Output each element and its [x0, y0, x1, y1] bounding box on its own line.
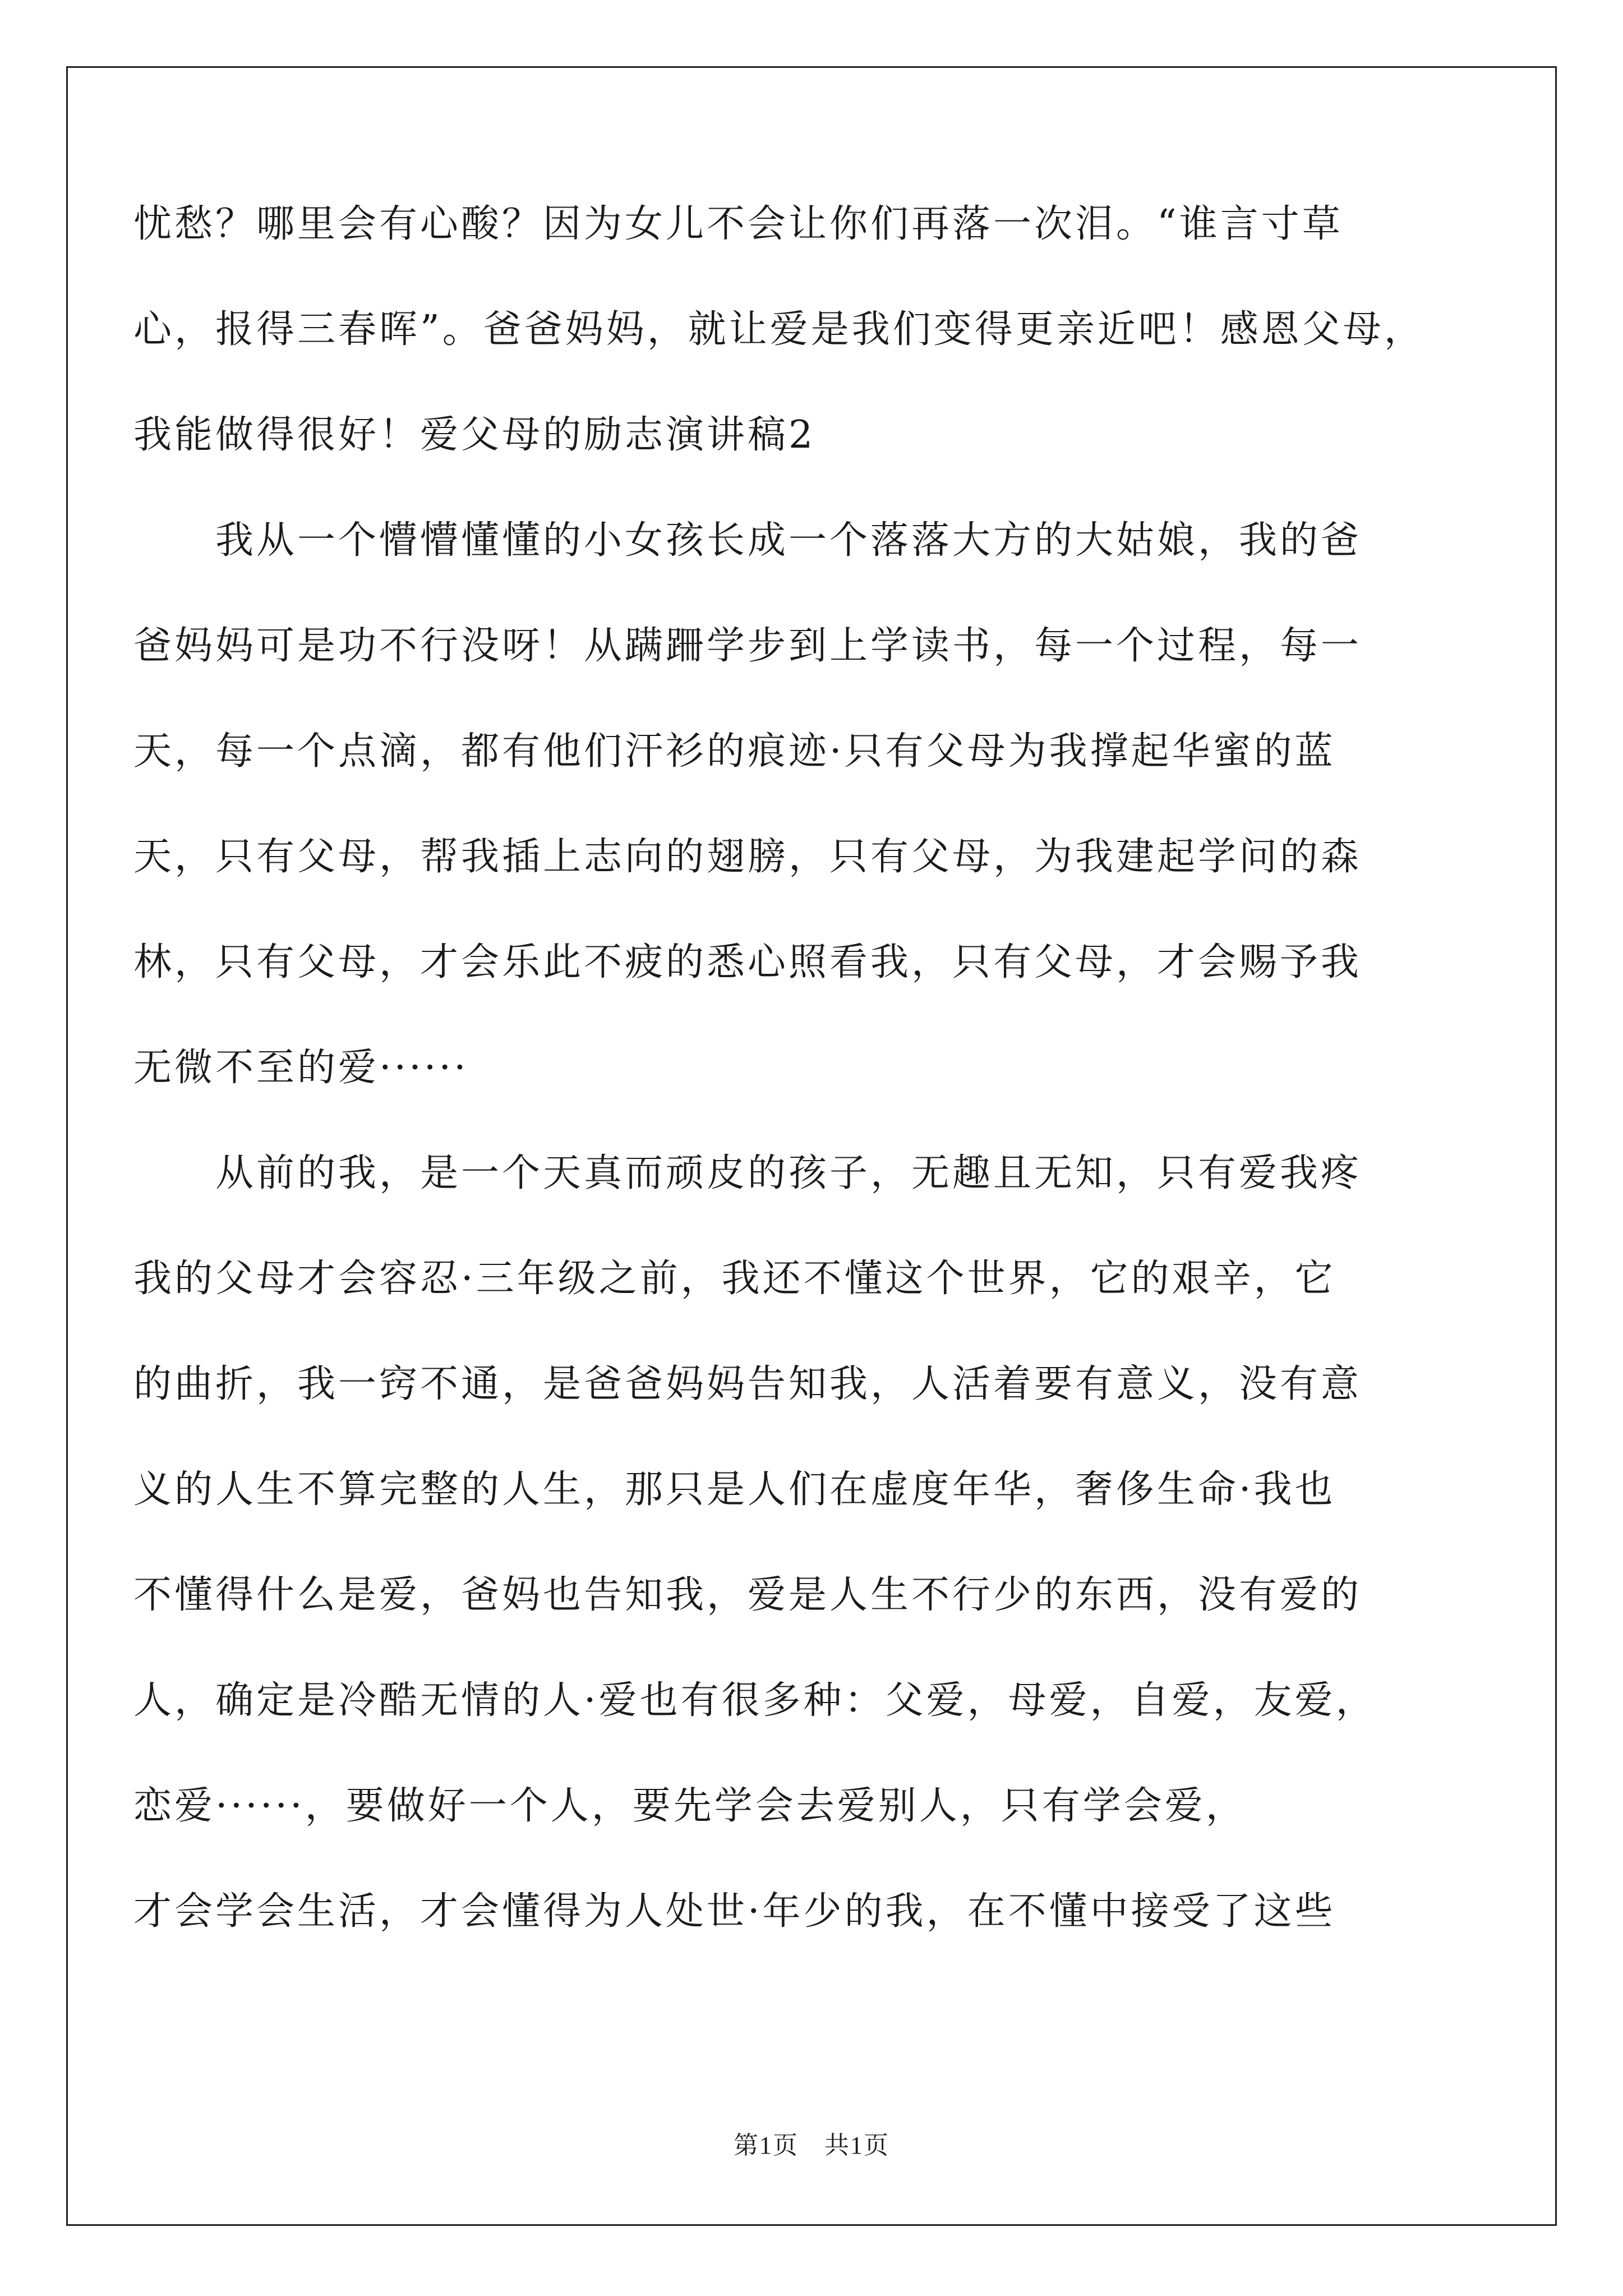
- text-line: 忧愁？哪里会有心酸？因为女儿不会让你们再落一次泪。“谁言寸草: [133, 202, 1343, 246]
- text-line: 从前的我，是一个天真而顽皮的孩子，无趣且无知，只有爱我疼: [133, 1151, 1362, 1195]
- text-line: 天，每一个点滴，都有他们汗衫的痕迹·只有父母为我撑起华蜜的蓝: [133, 729, 1336, 774]
- text-line: 天，只有父母，帮我插上志向的翅膀，只有父母，为我建起学问的森: [133, 835, 1362, 879]
- text-line: 心，报得三春晖”。爸爸妈妈，就让爱是我们变得更亲近吧！感恩父母，: [133, 307, 1425, 352]
- text-line: 才会学会生活，才会懂得为人处世·年少的我，在不懂中接受了这些: [133, 1889, 1336, 1934]
- text-line: 不懂得什么是爱，爸妈也告知我，爱是人生不行少的东西，没有爱的: [133, 1573, 1362, 1617]
- text-line: 我从一个懵懵懂懂的小女孩长成一个落落大方的大姑娘，我的爸: [133, 518, 1362, 563]
- text-line: 恋爱······，要做好一个人，要先学会去爱别人，只有学会爱，: [133, 1784, 1247, 1828]
- text-line: 我能做得很好！爱父母的励志演讲稿2: [133, 413, 816, 457]
- text-line: 人，确定是冷酷无情的人·爱也有很多种：父爱，母爱，自爱，友爱，: [133, 1678, 1377, 1723]
- text-line: 的曲折，我一窍不通，是爸爸妈妈告知我，人活着要有意义，没有意: [133, 1362, 1362, 1406]
- text-line: 义的人生不算完整的人生，那只是人们在虚度年华，奢侈生命·我也: [133, 1467, 1336, 1512]
- text-line: 林，只有父母，才会乐此不疲的悉心照看我，只有父母，才会赐予我: [133, 940, 1362, 984]
- text-line: 无微不至的爱······: [133, 1046, 469, 1090]
- text-line: 爸妈妈可是功不行没呀！从蹒跚学步到上学读书，每一个过程，每一: [133, 624, 1362, 668]
- page-number-footer: 第1页 共1页: [734, 2132, 889, 2159]
- text-line: 我的父母才会容忍·三年级之前，我还不懂这个世界，它的艰辛，它: [133, 1257, 1336, 1301]
